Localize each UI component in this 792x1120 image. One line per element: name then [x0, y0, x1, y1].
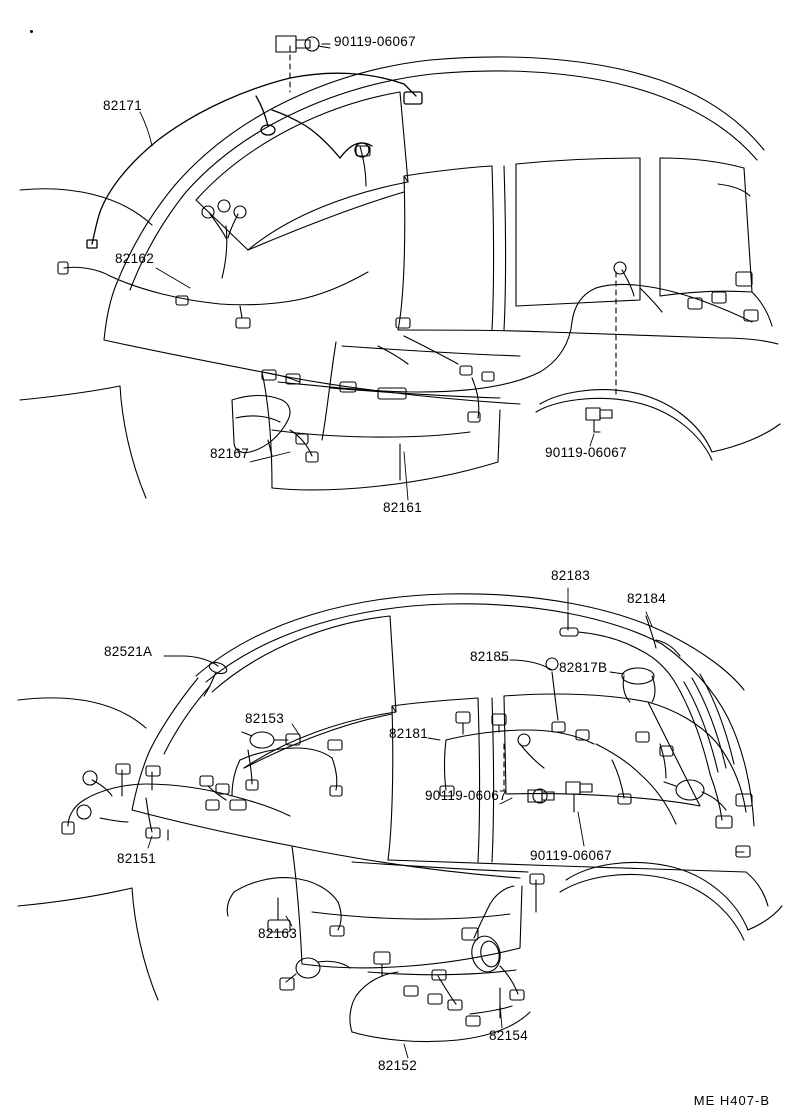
label-82163: 82163: [258, 926, 298, 941]
harness-82162: [58, 146, 370, 328]
bottom-view-leaders: [148, 588, 652, 1058]
label-82817B: 82817B: [559, 660, 608, 675]
top-view-body-outline: [20, 57, 780, 498]
label-82167: 82167: [210, 446, 250, 461]
label-82183: 82183: [551, 568, 591, 583]
label-90119-06067-top-2: 90119-06067: [545, 445, 627, 460]
label-82521A: 82521A: [104, 644, 153, 659]
label-82151: 82151: [117, 851, 157, 866]
label-90119-06067-top: 90119-06067: [334, 34, 416, 49]
label-82181: 82181: [389, 726, 429, 741]
harness-82185: [510, 658, 558, 720]
harness-82161: [278, 262, 758, 480]
label-82162: 82162: [115, 251, 155, 266]
label-82154: 82154: [489, 1028, 529, 1043]
label-82161: 82161: [383, 500, 423, 515]
screw-90119-06067-bottom-2: [566, 782, 592, 812]
harness-82181: [440, 712, 673, 796]
harness-82153: [232, 732, 342, 796]
sheet-code: ME H407-B: [693, 1093, 770, 1108]
harness-82151: [62, 764, 290, 840]
label-82152: 82152: [378, 1058, 418, 1073]
label-90119-06067-bottom-2: 90119-06067: [530, 848, 612, 863]
harness-82154: [462, 874, 544, 1018]
screw-90119-06067-top: [276, 36, 330, 92]
label-82153: 82153: [245, 711, 285, 726]
label-82184: 82184: [627, 591, 667, 606]
label-82171: 82171: [103, 98, 143, 113]
label-82185: 82185: [470, 649, 510, 664]
label-90119-06067-bottom-1: 90119-06067: [425, 788, 507, 803]
screw-90119-06067-top-2: [586, 272, 616, 432]
registration-mark: [30, 30, 33, 33]
